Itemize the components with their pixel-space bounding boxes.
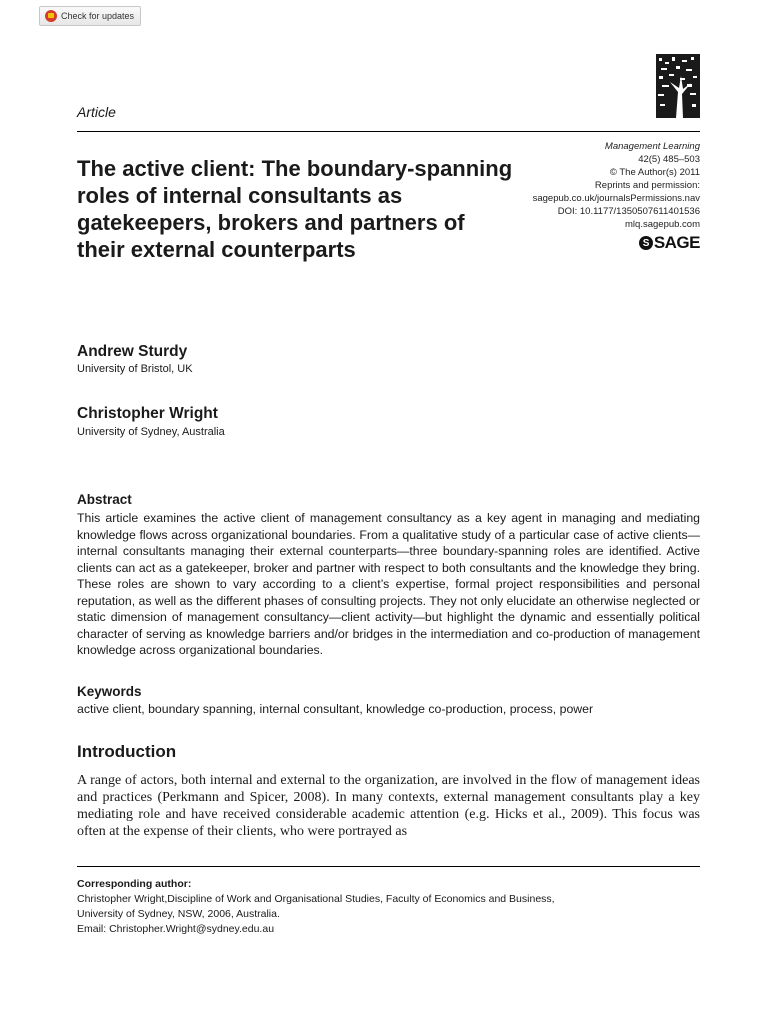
footnote-line: University of Sydney, NSW, 2006, Australia. xyxy=(77,908,280,920)
check-for-updates-button[interactable] xyxy=(39,6,141,26)
abstract-text: This article examines the active client of management consultancy as a key agent in managing and mediating knowledge flows across organizational boundaries. From a qualitative study of a particular case of active clients—internal consultants managing their external counterparts—three boundary-spanning roles are identified. Active clients can act as a gatekeeper, broker and partner with respect to both consultants and the knowledge they bring. These roles are shown to vary according to a client’s expertise, formal project responsibilities and personal reputation, as well as the different phases of consulting projects. They not only elucidate an otherwise neglected or static dimension of management consultancy—client activity—but highlight the dynamic and essentially political character of serving as knowledge barriers and/or bridges in the intermediation and co-production of management knowledge across organizational boundaries. xyxy=(77,511,700,657)
sage-s-icon: S xyxy=(639,236,653,250)
doi[interactable]: DOI: 10.1177/1350507611401536 xyxy=(557,206,700,217)
footnote-divider xyxy=(77,866,700,867)
author-email[interactable]: Email: Christopher.Wright@sydney.edu.au xyxy=(77,923,275,935)
introduction-heading: Introduction xyxy=(77,742,177,761)
corresponding-author-note xyxy=(77,877,555,937)
article-title: The active client: The boundary-spanning roles of internal consultants as gatekeepers, brokers and partners of their external counterparts xyxy=(77,156,513,262)
reprints-label: Reprints and permission: xyxy=(594,180,700,191)
author-affiliation: University of Sydney, Australia xyxy=(77,426,225,438)
journal-tree-logo xyxy=(656,54,700,118)
footnote-line: Christopher Wright,Discipline of Work and Organisational Studies, Faculty of Economics and Business, xyxy=(77,893,555,905)
journal-info xyxy=(533,140,700,231)
header-divider xyxy=(77,131,700,132)
author-name: Christopher Wright xyxy=(77,405,218,422)
corresponding-author-label: Corresponding author: xyxy=(77,878,192,890)
article-type-label: Article xyxy=(77,104,116,120)
author-affiliation: University of Bristol, UK xyxy=(77,363,193,375)
keywords-heading: Keywords xyxy=(77,684,142,699)
copyright: © The Author(s) 2011 xyxy=(609,167,700,178)
introduction-text: A range of actors, both internal and external to the organization, are involved in the flow of management ideas and practices (Perkmann and Spicer, 2008). In many contexts, external management consultants play a key mediating role and have received considerable academic attention (e.g. Hicks et al., 2009). This focus was often at the expense of their clients, who were portrayed as xyxy=(77,773,700,839)
journal-name: Management Learning xyxy=(604,141,700,152)
check-for-updates-label: Check for updates xyxy=(61,11,135,21)
journal-volume: 42(5) 485–503 xyxy=(638,154,700,165)
sage-logo xyxy=(639,233,700,253)
crossmark-icon xyxy=(45,10,57,22)
sage-text: SAGE xyxy=(653,233,700,252)
author-name: Andrew Sturdy xyxy=(77,343,188,360)
keywords-text: active client, boundary spanning, internal consultant, knowledge co-production, process, power xyxy=(77,702,594,716)
journal-site-link[interactable]: mlq.sagepub.com xyxy=(625,219,700,230)
reprints-link[interactable]: sagepub.co.uk/journalsPermissions.nav xyxy=(532,193,700,204)
abstract-heading: Abstract xyxy=(77,492,132,507)
